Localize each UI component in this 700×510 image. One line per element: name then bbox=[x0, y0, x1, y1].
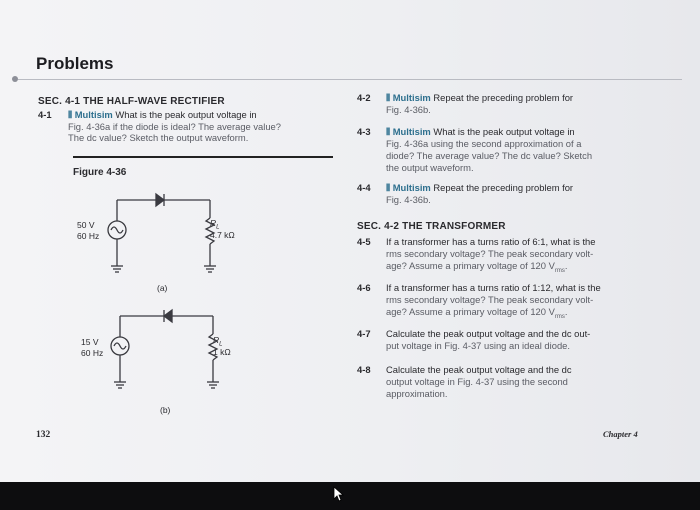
figure-label: Figure 4-36 bbox=[73, 167, 127, 178]
fig-a-load-label: $R_L$ bbox=[210, 218, 220, 231]
sine-wave-b-icon bbox=[114, 343, 126, 349]
multisim-icon: ⦀ bbox=[386, 126, 391, 137]
circuit-b bbox=[111, 310, 219, 388]
problem-4-1-line1: ⦀ Multisim What is the peak output voltage in bbox=[68, 109, 257, 120]
fig-a-source-frequency: 60 Hz bbox=[77, 231, 100, 241]
problem-4-3-line4: the output waveform. bbox=[386, 162, 474, 173]
chapter-label: Chapter 4 bbox=[603, 429, 638, 439]
multisim-icon: ⦀ bbox=[386, 182, 391, 193]
problem-4-7-number: 4-7 bbox=[357, 328, 371, 339]
problem-4-2-line1: ⦀ Multisim Repeat the preceding problem for bbox=[386, 92, 574, 103]
resistor-b-icon bbox=[209, 334, 217, 360]
problem-4-7-line1: Calculate the peak output voltage and the dc out- bbox=[386, 328, 591, 339]
diode-a-icon bbox=[156, 194, 164, 206]
problem-4-3-line3: diode? The average value? The dc value? Sketch bbox=[386, 150, 593, 161]
mouse-cursor-icon bbox=[333, 486, 345, 502]
problem-4-2-number: 4-2 bbox=[357, 92, 371, 103]
fig-b-source-voltage: 15 V bbox=[81, 337, 99, 347]
problem-4-8-line1: Calculate the peak output voltage and the dc bbox=[386, 364, 572, 375]
fig-a-caption: (a) bbox=[157, 283, 168, 293]
page-number: 132 bbox=[36, 430, 51, 440]
problem-4-3-number: 4-3 bbox=[357, 126, 371, 137]
problem-4-3-line1: ⦀ Multisim What is the peak output voltage in bbox=[386, 126, 575, 137]
problem-4-6-line1: If a transformer has a turns ratio of 1:12, what is the bbox=[386, 282, 601, 293]
fig-b-caption: (b) bbox=[160, 405, 171, 415]
fig-b-load-label: $R_L$ bbox=[213, 335, 223, 348]
problem-4-6-line2: rms secondary voltage? The peak secondary volt- bbox=[386, 294, 594, 305]
figure-4-36-schematic bbox=[60, 180, 260, 400]
problem-4-7-line2: put voltage in Fig. 4-37 using an ideal diode. bbox=[386, 340, 570, 351]
problem-4-4-line2: Fig. 4-36b. bbox=[386, 194, 431, 205]
fig-a-load-value: 4.7 kΩ bbox=[210, 230, 235, 240]
resistor-a-icon bbox=[206, 218, 214, 244]
multisim-tag: Multisim bbox=[74, 109, 113, 120]
problem-4-5-line2: rms secondary voltage? The peak secondary volt- bbox=[386, 248, 594, 259]
problem-4-2-line2: Fig. 4-36b. bbox=[386, 104, 431, 115]
problem-4-3-line2: Fig. 4-36a using the second approximation of a bbox=[386, 138, 582, 149]
problem-4-8-line2: output voltage in Fig. 4-37 using the second bbox=[386, 376, 568, 387]
multisim-icon: ⦀ bbox=[68, 109, 73, 120]
problem-4-1-line2: Fig. 4-36a if the diode is ideal? The average value? bbox=[68, 121, 281, 132]
problem-4-5-number: 4-5 bbox=[357, 236, 371, 247]
problem-4-8-line3: approximation. bbox=[386, 388, 448, 399]
problem-4-4-line1: ⦀ Multisim Repeat the preceding problem for bbox=[386, 182, 574, 193]
bottom-dark-bar bbox=[0, 482, 700, 510]
problem-4-8-number: 4-8 bbox=[357, 364, 371, 375]
fig-a-source-voltage: 50 V bbox=[77, 220, 95, 230]
problem-4-1-number: 4-1 bbox=[38, 109, 52, 120]
problem-4-4-number: 4-4 bbox=[357, 182, 371, 193]
section-heading-4-1: SEC. 4-1 THE HALF-WAVE RECTIFIER bbox=[38, 96, 225, 107]
problem-4-6-number: 4-6 bbox=[357, 282, 371, 293]
problem-4-5-line1: If a transformer has a turns ratio of 6:1, what is the bbox=[386, 236, 596, 247]
fig-b-source-frequency: 60 Hz bbox=[81, 348, 104, 358]
multisim-icon: ⦀ bbox=[386, 92, 391, 103]
page-title: Problems bbox=[36, 54, 114, 73]
circuit-a bbox=[108, 194, 216, 272]
diode-b-icon bbox=[164, 310, 172, 322]
figure-rule bbox=[73, 156, 333, 158]
problem-4-5-line3: age? Assume a primary voltage of 120 $V_{rms}$. bbox=[386, 260, 568, 274]
fig-b-load-value: 1 kΩ bbox=[213, 347, 231, 357]
section-heading-4-2: SEC. 4-2 THE TRANSFORMER bbox=[357, 221, 506, 232]
problem-4-1-line3: The dc value? Sketch the output waveform. bbox=[68, 132, 249, 143]
sine-wave-a-icon bbox=[111, 227, 123, 233]
problem-4-6-line3: age? Assume a primary voltage of 120 $V_{rms}$. bbox=[386, 306, 568, 320]
title-divider bbox=[18, 79, 682, 80]
